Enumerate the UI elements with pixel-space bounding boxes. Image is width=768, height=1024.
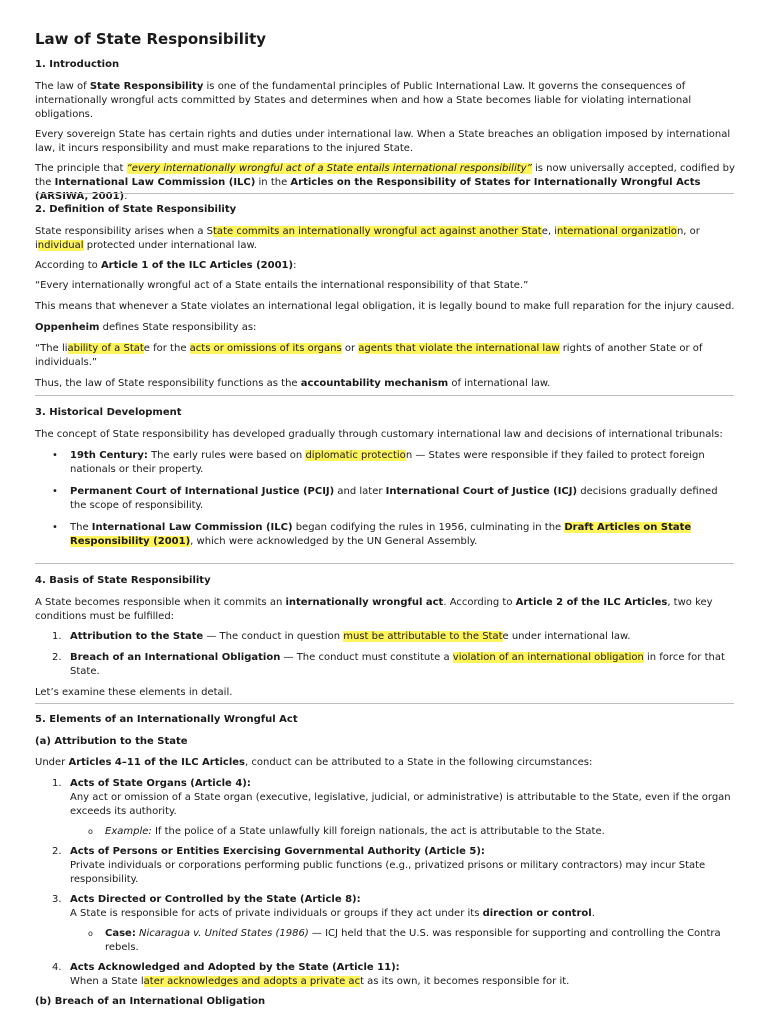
section-historical-development: [35, 406, 735, 549]
quotation: “The liability of a State for the acts or omissions of its organs or agents that violate the international law rights of another State or of individuals.”: [35, 343, 703, 368]
list-item: 3. Acts Directed or Controlled by the State (Article 8): A State is responsible for acts of private individuals or groups if they act under its direction or control.: [52, 894, 595, 919]
bullet-icon: •: [52, 450, 58, 461]
section-heading: 2. Definition of State Responsibility: [35, 204, 237, 215]
paragraph: Every sovereign State has certain rights and duties under international law. When a State breaches an obligation imposed by international law, it incurs responsibility and must make reparations to the injured State.: [35, 129, 731, 154]
document-title: Law of State Responsibility: [35, 30, 267, 48]
circle-bullet-icon: o: [88, 827, 93, 836]
quotation: “Every internationally wrongful act of a State entails the international responsibility of that State.”: [35, 280, 529, 291]
sub-list-item: o Example: If the police of a State unlawfully kill foreign nationals, the act is attributable to the State.: [88, 826, 605, 837]
section-divider: [35, 193, 734, 194]
section-heading: 1. Introduction: [35, 59, 120, 70]
paragraph: The principle that “every internationally wrongful act of a State entails international responsibility” is now universally accepted, codified by the International Law Commission (ILC) in the Articles on the Responsibility of States for Internationally Wrongful Acts (ARSIWA, 2001).: [35, 163, 735, 202]
section-elements: [35, 713, 735, 1009]
list-item: 1. Attribution to the State — The conduct in question must be attributable to the State under international law.: [52, 631, 631, 642]
section-divider: [35, 563, 734, 564]
highlight: violation of an international obligation: [452, 652, 644, 663]
highlight: agents that violate the international law: [358, 343, 560, 354]
bullet-icon: •: [52, 486, 58, 497]
list-number: 1.: [52, 778, 62, 789]
paragraph: State responsibility arises when a State commits an internationally wrongful act against another State, international organization, or individual protected under international law.: [35, 226, 700, 251]
section-heading: 4. Basis of State Responsibility: [35, 575, 211, 586]
list-number: 1.: [52, 631, 62, 642]
subsection-heading: (a) Attribution to the State: [35, 736, 188, 747]
list-number: 3.: [52, 894, 62, 905]
highlight: ability of a Stat: [67, 343, 144, 354]
sub-list-item: o Case: Nicaragua v. United States (1986) — ICJ held that the U.S. was responsible for supporting and controlling the Contra rebels.: [88, 928, 721, 953]
highlight: tate commits an internationally wrongful act against another Stat: [213, 226, 542, 237]
paragraph: Oppenheim defines State responsibility as:: [35, 322, 257, 333]
subsection-heading: (b) Breach of an International Obligation: [35, 996, 266, 1007]
highlight: nternational organizatio: [557, 226, 677, 237]
highlight: acts or omissions of its organs: [189, 343, 342, 354]
highlight: Draft Articles on State Responsibility (2001): [70, 522, 692, 547]
list-item: 2. Breach of an International Obligation — The conduct must constitute a violation of an international obligation in force for that State.: [52, 652, 725, 677]
list-number: 2.: [52, 652, 62, 663]
section-divider: [35, 395, 734, 396]
list-item: • 19th Century: The early rules were based on diplomatic protection — States were responsible if they failed to protect foreign nationals or their property.: [52, 450, 705, 475]
section-introduction: [35, 58, 735, 204]
section-heading: 3. Historical Development: [35, 407, 182, 418]
bullet-icon: •: [52, 522, 58, 533]
paragraph: The law of State Responsibility is one of the fundamental principles of Public International Law. It governs the consequences of internationally wrongful acts committed by States and determines when and how a State becomes liable for violating international obligations.: [35, 81, 692, 120]
list-item: • Permanent Court of International Justice (PCIJ) and later International Court of Justice (ICJ) decisions gradually defined the scope of responsibility.: [52, 486, 718, 511]
highlight: “every internationally wrongful act of a State entails international responsibility”: [126, 163, 532, 174]
paragraph: Let’s examine these elements in detail.: [35, 687, 233, 698]
list-item: 2. Acts of Persons or Entities Exercising Governmental Authority (Article 5): Private individuals or corporations performing public functions (e.g., privatized prisons or military contractors) may incur State responsibility.: [52, 846, 706, 885]
paragraph: The concept of State responsibility has developed gradually through customary international law and decisions of international tribunals:: [35, 429, 723, 440]
paragraph: Under Articles 4–11 of the ILC Articles, conduct can be attributed to a State in the following circumstances:: [35, 757, 593, 768]
list-number: 2.: [52, 846, 62, 857]
list-item: • The International Law Commission (ILC) began codifying the rules in 1956, culminating in the Draft Articles on State Responsibility (2001), which were acknowledged by the UN General Assembly.: [52, 522, 692, 547]
section-basis: [35, 574, 735, 700]
list-number: 4.: [52, 962, 62, 973]
section-heading: 5. Elements of an Internationally Wrongful Act: [35, 714, 298, 725]
highlight: diplomatic protectio: [305, 450, 406, 461]
highlight: ater acknowledges and adopts a private ac: [143, 976, 361, 987]
highlight: must be attributable to the Stat: [343, 631, 503, 642]
section-definition: [35, 203, 735, 391]
list-item: 1. Acts of State Organs (Article 4): Any act or omission of a State organ (executive, legislative, judicial, or administrative) is attributable to the State, even if the organ exceeds its authority.: [52, 778, 731, 817]
paragraph: Thus, the law of State responsibility functions as the accountability mechanism of international law.: [35, 378, 551, 389]
section-divider: [35, 703, 734, 704]
paragraph: A State becomes responsible when it commits an internationally wrongful act. According to Article 2 of the ILC Articles, two key conditions must be fulfilled:: [35, 597, 713, 622]
list-item: 4. Acts Acknowledged and Adopted by the State (Article 11): When a State later acknowledges and adopts a private act as its own, it becomes responsible for it.: [52, 962, 570, 987]
paragraph: This means that whenever a State violates an international legal obligation, it is legally bound to make full reparation for the injury caused.: [35, 301, 735, 312]
highlight: ndividual: [37, 240, 84, 251]
paragraph: According to Article 1 of the ILC Articles (2001):: [35, 260, 297, 271]
circle-bullet-icon: o: [88, 929, 93, 938]
